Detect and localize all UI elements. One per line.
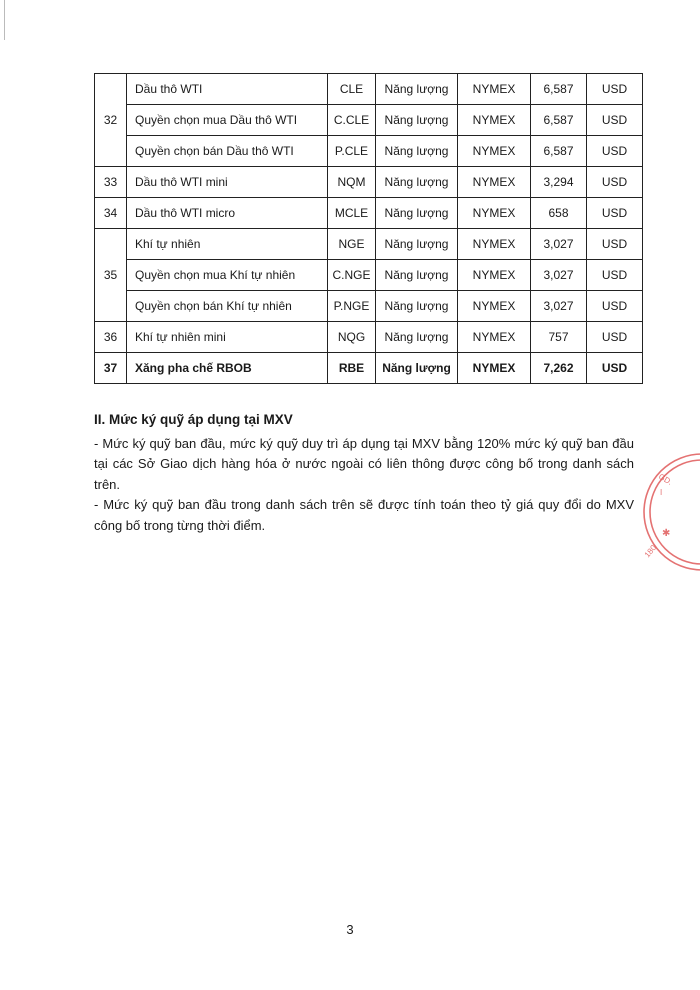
row-number: 34: [95, 198, 127, 229]
seal-fragment-side: I: [660, 488, 663, 497]
page-number: 3: [346, 922, 354, 937]
scan-edge-line: [4, 0, 5, 40]
product-code: P.CLE: [328, 136, 376, 167]
exchange: NYMEX: [458, 198, 531, 229]
currency: USD: [587, 353, 643, 384]
currency: USD: [587, 291, 643, 322]
table-row: [95, 353, 643, 384]
product-name: Xăng pha chế RBOB: [127, 353, 328, 384]
product-name: Quyền chọn bán Dầu thô WTI: [127, 136, 328, 167]
exchange: NYMEX: [458, 167, 531, 198]
table-row: [95, 229, 643, 260]
section-heading: II. Mức ký quỹ áp dụng tại MXV: [94, 412, 293, 427]
product-group: Năng lượng: [376, 136, 458, 167]
exchange: NYMEX: [458, 105, 531, 136]
row-number: 36: [95, 322, 127, 353]
product-group: Năng lượng: [376, 353, 458, 384]
table-row: [95, 260, 643, 291]
table-row: [95, 105, 643, 136]
currency: USD: [587, 229, 643, 260]
product-group: Năng lượng: [376, 229, 458, 260]
policy-paragraph: - Mức ký quỹ ban đầu, mức ký quỹ duy trì áp dụng tại MXV bằng 120% mức ký quỹ ban đầu tại các Sở Giao dịch hàng hóa ở nước ngoài có liên thông được công bố trong danh sách trên.: [94, 435, 634, 492]
margin-value: 658: [531, 198, 587, 229]
policy-paragraph: - Mức ký quỹ ban đầu trong danh sách trên sẽ được tính toán theo tỷ giá quy đổi do MXV công bố trong từng thời điểm.: [94, 497, 634, 533]
margin-value: 3,027: [531, 291, 587, 322]
table-row: [95, 291, 643, 322]
seal-fragment-star: ✱: [662, 528, 671, 539]
product-group: Năng lượng: [376, 260, 458, 291]
exchange: NYMEX: [458, 291, 531, 322]
table-row: [95, 74, 643, 105]
product-code: NGE: [328, 229, 376, 260]
exchange: NYMEX: [458, 136, 531, 167]
margin-value: 6,587: [531, 105, 587, 136]
row-number: 35: [95, 229, 127, 322]
margin-value: 3,027: [531, 260, 587, 291]
product-code: NQG: [328, 322, 376, 353]
product-group: Năng lượng: [376, 291, 458, 322]
currency: USD: [587, 167, 643, 198]
product-name: Dầu thô WTI: [127, 74, 328, 105]
table-row: [95, 198, 643, 229]
row-number: 33: [95, 167, 127, 198]
product-group: Năng lượng: [376, 167, 458, 198]
product-name: Quyền chọn bán Khí tự nhiên: [127, 291, 328, 322]
product-group: Năng lượng: [376, 198, 458, 229]
product-code: P.NGE: [328, 291, 376, 322]
exchange: NYMEX: [458, 322, 531, 353]
margin-value: 3,294: [531, 167, 587, 198]
currency: USD: [587, 198, 643, 229]
currency: USD: [587, 105, 643, 136]
margin-value: 6,587: [531, 74, 587, 105]
product-code: C.CLE: [328, 105, 376, 136]
product-name: Khí tự nhiên mini: [127, 322, 328, 353]
seal-fragment-bottom: 180: [642, 543, 659, 560]
official-seal-stamp: [640, 450, 700, 580]
product-code: NQM: [328, 167, 376, 198]
product-group: Năng lượng: [376, 105, 458, 136]
currency: USD: [587, 322, 643, 353]
product-name: Khí tự nhiên: [127, 229, 328, 260]
product-name: Dầu thô WTI mini: [127, 167, 328, 198]
table-row: [95, 322, 643, 353]
exchange: NYMEX: [458, 260, 531, 291]
seal-fragment-top: GD.: [657, 471, 674, 487]
currency: USD: [587, 136, 643, 167]
currency: USD: [587, 74, 643, 105]
margin-value: 6,587: [531, 136, 587, 167]
exchange: NYMEX: [458, 74, 531, 105]
margin-policy-section: [94, 410, 634, 536]
product-code: MCLE: [328, 198, 376, 229]
margin-value: 757: [531, 322, 587, 353]
currency: USD: [587, 260, 643, 291]
product-name: Quyền chọn mua Khí tự nhiên: [127, 260, 328, 291]
margin-table: [94, 73, 643, 384]
margin-value: 7,262: [531, 353, 587, 384]
exchange: NYMEX: [458, 229, 531, 260]
row-number: 32: [95, 74, 127, 167]
product-code: C.NGE: [328, 260, 376, 291]
product-name: Dầu thô WTI micro: [127, 198, 328, 229]
table-row: [95, 136, 643, 167]
margin-value: 3,027: [531, 229, 587, 260]
product-name: Quyền chọn mua Dầu thô WTI: [127, 105, 328, 136]
product-code: RBE: [328, 353, 376, 384]
product-group: Năng lượng: [376, 74, 458, 105]
table-row: [95, 167, 643, 198]
exchange: NYMEX: [458, 353, 531, 384]
product-group: Năng lượng: [376, 322, 458, 353]
product-code: CLE: [328, 74, 376, 105]
row-number: 37: [95, 353, 127, 384]
